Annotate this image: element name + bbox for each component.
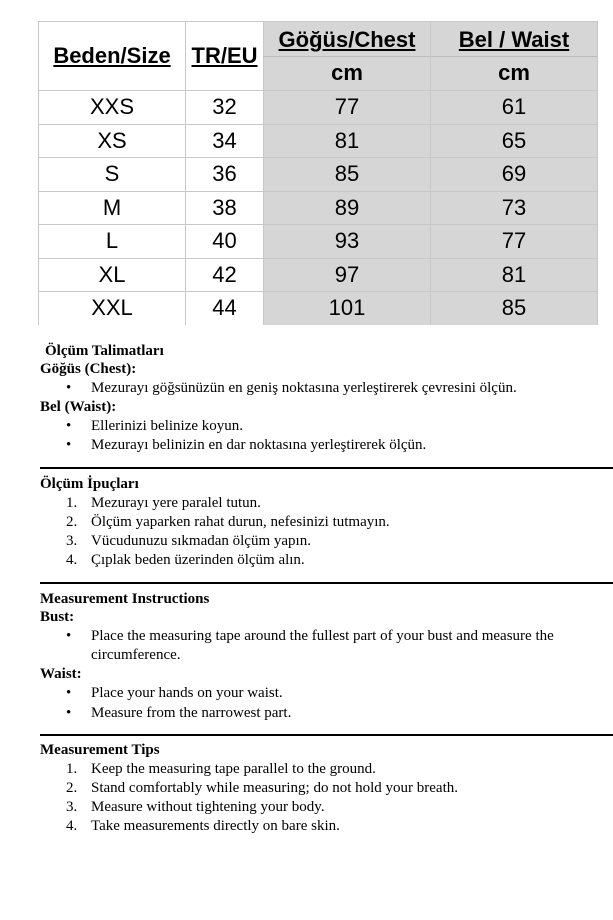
list-number: 2.: [66, 514, 78, 530]
list-number: 2.: [66, 780, 78, 796]
cell-tr: 40: [186, 225, 264, 259]
cell-waist: 77: [431, 225, 598, 259]
list-item-text: Mezurayı göğsünüzün en geniş noktasına yerleştirerek çevresini ölçün.: [91, 380, 517, 396]
list-item-text: Measure from the narrowest part.: [91, 705, 292, 721]
list-item-text: Ölçüm yaparken rahat durun, nefesinizi tutmayın.: [91, 514, 390, 530]
header-size: Beden/Size: [39, 22, 186, 91]
table-row: [39, 292, 598, 325]
cell-size: L: [39, 225, 186, 259]
table-row: [39, 91, 598, 125]
section-divider: [40, 467, 613, 469]
cell-chest: 77: [264, 91, 431, 125]
bullet-marker: •: [66, 685, 72, 701]
list-item-text: Mezurayı belinizin en dar noktasına yerleştirerek ölçün.: [91, 437, 427, 453]
cell-waist: 81: [431, 258, 598, 292]
section-divider: [40, 582, 613, 584]
header-waist-unit: cm: [498, 60, 530, 85]
cell-tr: 38: [186, 191, 264, 225]
cell-chest: 81: [264, 124, 431, 158]
header-chest-unit: cm: [331, 60, 363, 85]
list-number: 3.: [66, 533, 78, 549]
list-item-text: Stand comfortably while measuring; do not hold your breath.: [91, 780, 459, 796]
cell-chest: 85: [264, 158, 431, 192]
cell-size: XL: [39, 258, 186, 292]
en-instructions-title: Measurement Instructions: [40, 591, 210, 607]
tr-waist-label: Bel (Waist):: [40, 399, 117, 415]
bullet-marker: •: [66, 705, 72, 721]
header-tr-eu: TR/EU: [186, 22, 264, 91]
list-item-text: Mezurayı yere paralel tutun.: [91, 495, 261, 511]
cell-tr: 36: [186, 158, 264, 192]
cell-waist: 61: [431, 91, 598, 125]
en-bust-label: Bust:: [40, 609, 75, 625]
list-item-text: Measure without tightening your body.: [91, 799, 325, 815]
bullet-marker: •: [66, 437, 72, 453]
cell-size: XS: [39, 124, 186, 158]
header-chest: [264, 22, 431, 91]
list-item-text: Vücudunuzu sıkmadan ölçüm yapın.: [91, 533, 311, 549]
table-row: [39, 124, 598, 158]
list-item-text: Çıplak beden üzerinden ölçüm alın.: [91, 552, 305, 568]
header-chest-label: Göğüs/Chest: [264, 22, 430, 57]
cell-waist: 73: [431, 191, 598, 225]
en-waist-label: Waist:: [40, 666, 82, 682]
cell-tr: 32: [186, 91, 264, 125]
bullet-marker: •: [66, 380, 72, 396]
list-number: 1.: [66, 495, 78, 511]
cell-waist: 65: [431, 124, 598, 158]
list-item-text: Place your hands on your waist.: [91, 685, 283, 701]
cell-size: XXS: [39, 91, 186, 125]
list-number: 1.: [66, 761, 78, 777]
en-tips-title: Measurement Tips: [40, 742, 160, 758]
list-item-text: Take measurements directly on bare skin.: [91, 818, 340, 834]
cell-size: XXL: [39, 292, 186, 325]
cell-chest: 97: [264, 258, 431, 292]
cell-chest: 93: [264, 225, 431, 259]
cell-tr: 44: [186, 292, 264, 325]
list-item-text: Keep the measuring tape parallel to the ground.: [91, 761, 376, 777]
cell-waist: 69: [431, 158, 598, 192]
cell-chest: 101: [264, 292, 431, 325]
list-item-text: Place the measuring tape around the fullest part of your bust and measure the: [91, 628, 554, 644]
table-header-row: [39, 22, 598, 91]
bullet-marker: •: [66, 418, 72, 434]
list-number: 4.: [66, 818, 78, 834]
bullet-marker: •: [66, 628, 72, 644]
cell-chest: 89: [264, 191, 431, 225]
table-row: [39, 158, 598, 192]
header-waist: [431, 22, 598, 91]
cell-tr: 42: [186, 258, 264, 292]
list-item-text: circumference.: [91, 647, 181, 663]
list-item-text: Ellerinizi belinize koyun.: [91, 418, 244, 434]
cell-size: M: [39, 191, 186, 225]
header-waist-label: Bel / Waist: [431, 22, 597, 57]
size-chart-table: [38, 21, 598, 325]
table-row: [39, 225, 598, 259]
cell-tr: 34: [186, 124, 264, 158]
tr-tips-title: Ölçüm İpuçları: [40, 476, 139, 492]
table-row: [39, 191, 598, 225]
section-divider: [40, 734, 613, 736]
list-number: 4.: [66, 552, 78, 568]
list-number: 3.: [66, 799, 78, 815]
tr-instructions-title: Ölçüm Talimatları: [45, 343, 164, 359]
cell-waist: 85: [431, 292, 598, 325]
tr-chest-label: Göğüs (Chest):: [40, 361, 137, 377]
cell-size: S: [39, 158, 186, 192]
table-row: [39, 258, 598, 292]
